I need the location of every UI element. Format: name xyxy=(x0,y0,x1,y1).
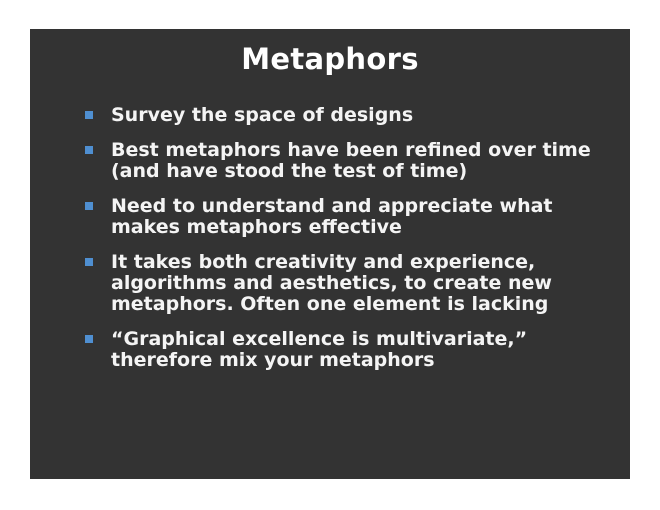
square-bullet-icon xyxy=(85,335,93,343)
bullet-text: It takes both creativity and experience, algorithms and aesthetics, to create new metaphors. Often one element is lacking xyxy=(111,251,552,315)
square-bullet-icon xyxy=(85,202,93,210)
bullet-text: “Graphical excellence is multivariate,” therefore mix your metaphors xyxy=(111,328,528,371)
bullet-list xyxy=(85,105,605,385)
bullet-item xyxy=(85,196,605,238)
bullet-text: Need to understand and appreciate what makes metaphors effective xyxy=(111,195,553,238)
bullet-item xyxy=(85,329,605,371)
square-bullet-icon xyxy=(85,258,93,266)
bullet-item xyxy=(85,252,605,315)
bullet-item xyxy=(85,140,605,182)
square-bullet-icon xyxy=(85,146,93,154)
slide xyxy=(30,29,630,479)
bullet-item xyxy=(85,105,605,126)
bullet-text: Best metaphors have been refined over time (and have stood the test of time) xyxy=(111,139,591,182)
square-bullet-icon xyxy=(85,111,93,119)
bullet-text: Survey the space of designs xyxy=(111,104,414,126)
slide-title: Metaphors xyxy=(241,42,419,76)
